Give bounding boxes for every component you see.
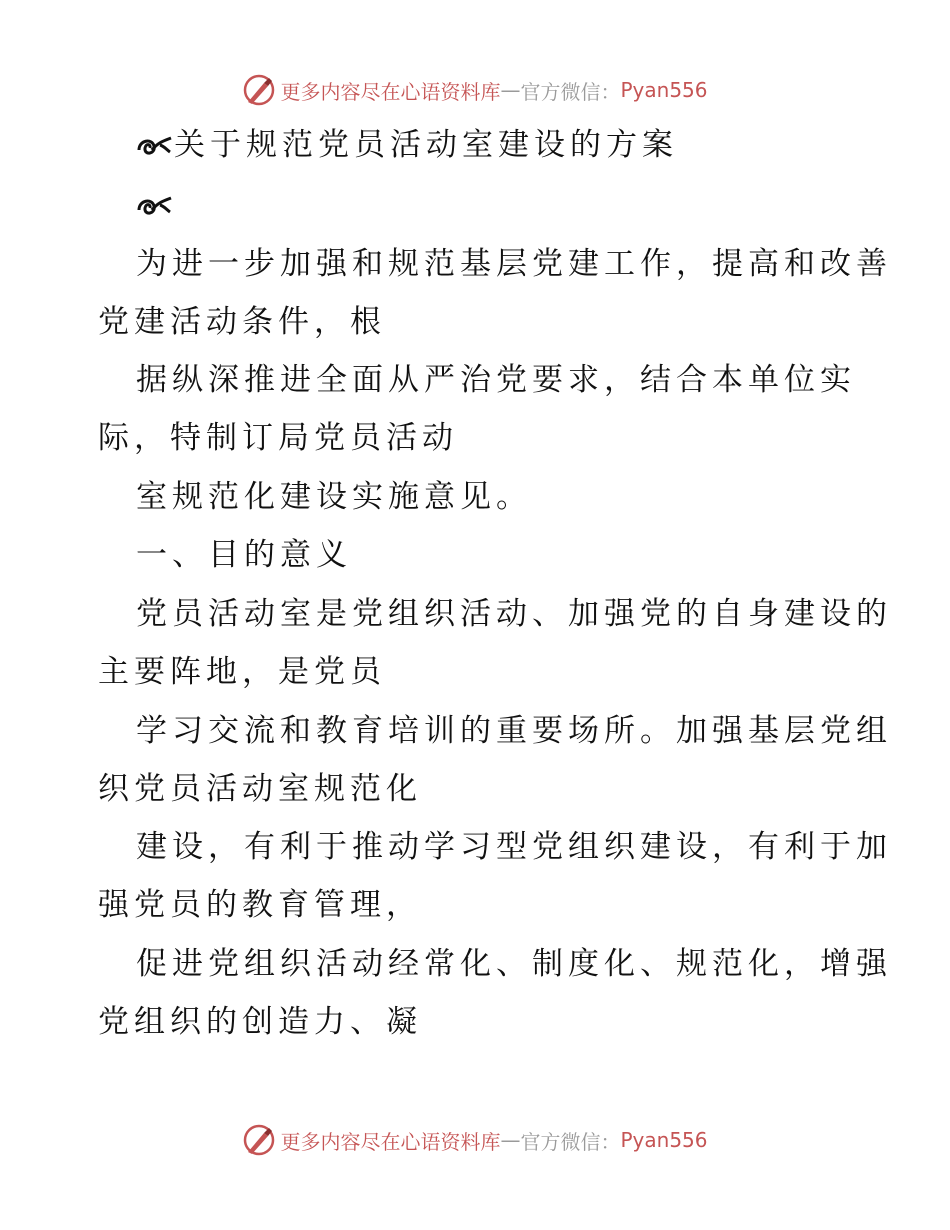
banner-wechat-id: Pyan556 [620,78,708,102]
text-line: 建设，有利于推动学习型党组织建设，有利于加 [136,829,892,865]
banner-dash: — [500,78,521,102]
scroll-ornament-icon [136,192,174,218]
document-title-line [136,125,678,165]
text-line: 党员活动室是党组织活动、加强党的自身建设的 [136,596,892,632]
text-line: 学习交流和教育培训的重要场所。加强基层党组 [136,713,892,749]
text-line: 际，特制订局党员活动 [98,420,458,456]
section-heading: 一、目的意义 [136,537,352,573]
text-line: 为进一步加强和规范基层党建工作，提高和改善 [136,246,892,282]
text-line: 室规范化建设实施意见。 [136,479,532,515]
text-line: 主要阵地，是党员 [98,654,386,690]
banner-wechat-label: 官方微信： [520,79,621,104]
ornament-line [136,185,174,225]
scroll-ornament-icon [136,132,174,158]
text-line: 党建活动条件，根 [98,304,386,340]
text-line: 据纵深推进全面从严治党要求，结合本单位实 [136,362,856,398]
banner-site-text: 更多内容尽在心语资料库 [280,79,501,104]
text-line: 织党员活动室规范化 [98,771,422,807]
banner-wechat-label: 官方微信： [520,1129,621,1154]
banner-site-text: 更多内容尽在心语资料库 [280,1129,501,1154]
footer-banner [0,1120,950,1160]
pen-logo-icon [242,1123,276,1157]
document-title: 关于规范党员活动室建设的方案 [174,127,678,163]
text-line: 促进党组织活动经常化、制度化、规范化，增强 [136,946,892,982]
banner-wechat-id: Pyan556 [620,1128,708,1152]
text-line: 党组织的创造力、凝 [98,1004,422,1040]
text-line: 强党员的教育管理， [98,887,422,923]
banner-dash: — [500,1128,521,1152]
